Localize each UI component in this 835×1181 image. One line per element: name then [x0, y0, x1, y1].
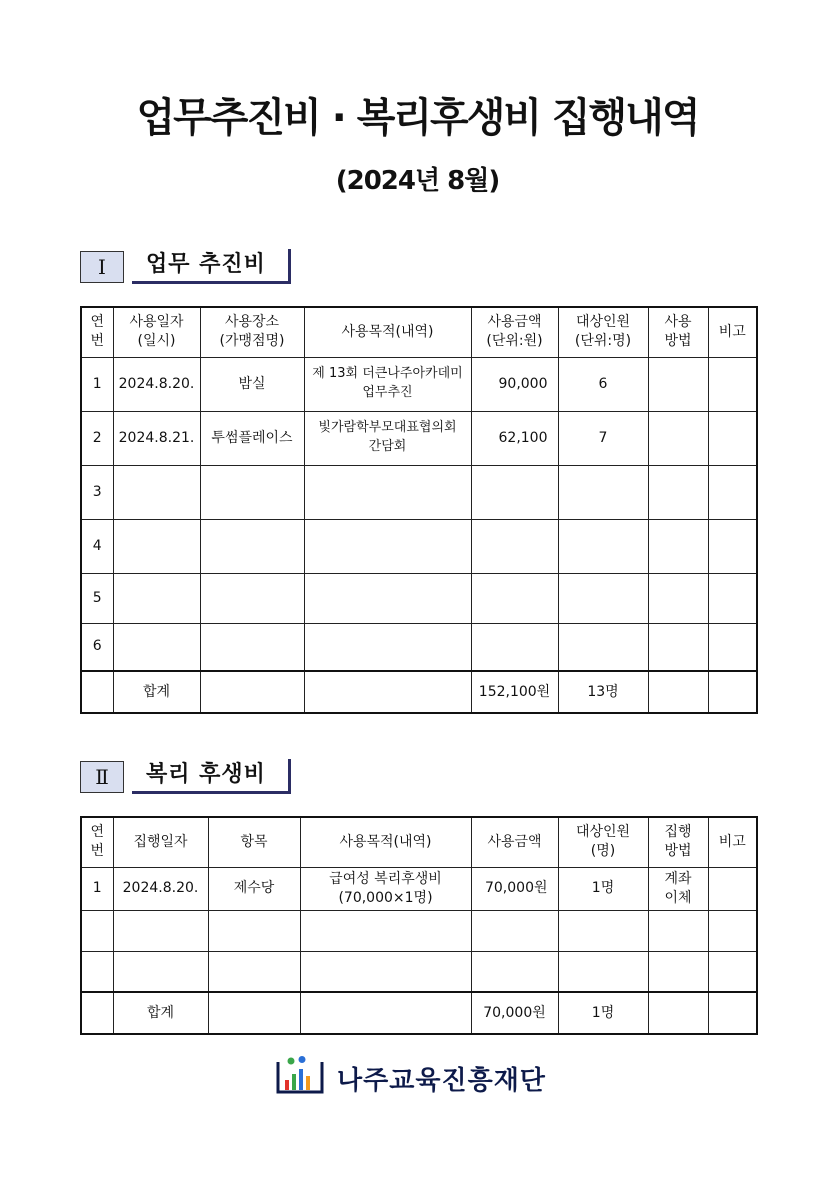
- cell-purpose: [304, 623, 471, 671]
- cell-method: [648, 623, 708, 671]
- table-header-row: [81, 817, 757, 867]
- cell-people: 6: [558, 357, 648, 411]
- cell-date: 2024.8.21.: [113, 411, 200, 465]
- cell-note: [708, 357, 757, 411]
- header-no: 연 번: [81, 817, 113, 867]
- cell-note: [708, 910, 757, 951]
- table-row: [81, 910, 757, 951]
- cell-no: [81, 951, 113, 992]
- header-note: 비고: [708, 817, 757, 867]
- cell-date: [113, 623, 200, 671]
- section-2-number: Ⅱ: [80, 761, 124, 793]
- cell-method: [648, 357, 708, 411]
- cell-method: [648, 573, 708, 623]
- cell-people: 1명: [558, 867, 648, 910]
- total-amount: 152,100원: [471, 671, 558, 713]
- header-people: 대상인원 (단위:명): [558, 307, 648, 357]
- header-amount: 사용금액: [471, 817, 558, 867]
- cell-note: [708, 465, 757, 519]
- cell-purpose: 제 13회 더큰나주아카데미 업무추진: [304, 357, 471, 411]
- table-row: [81, 623, 757, 671]
- cell-item: [208, 992, 300, 1034]
- cell-no: 1: [81, 357, 113, 411]
- cell-no: 1: [81, 867, 113, 910]
- header-method: 집행 방법: [648, 817, 708, 867]
- cell-people: 7: [558, 411, 648, 465]
- header-amount: 사용금액 (단위:원): [471, 307, 558, 357]
- cell-no: [81, 992, 113, 1034]
- cell-place: [200, 573, 304, 623]
- cell-item: [208, 910, 300, 951]
- cell-method: [648, 465, 708, 519]
- business-expense-table: [80, 306, 758, 714]
- cell-date: 2024.8.20.: [113, 867, 208, 910]
- foundation-name: 나주교육진흥재단: [337, 1066, 546, 1096]
- cell-note: [708, 951, 757, 992]
- cell-amount: [471, 951, 558, 992]
- page-subtitle: (2024년 8월): [335, 166, 500, 196]
- cell-method: [648, 910, 708, 951]
- cell-note: [708, 867, 757, 910]
- table-row: [81, 357, 757, 411]
- cell-amount: 90,000: [471, 357, 558, 411]
- section-2-title: 복리 후생비: [132, 759, 291, 794]
- cell-place: [200, 671, 304, 713]
- cell-item: 제수당: [208, 867, 300, 910]
- cell-amount: [471, 519, 558, 573]
- cell-people: [558, 519, 648, 573]
- header-item: 항목: [208, 817, 300, 867]
- foundation-logo: [275, 1056, 546, 1096]
- cell-place: 투썸플레이스: [200, 411, 304, 465]
- cell-method: [648, 411, 708, 465]
- table-row: [81, 411, 757, 465]
- table-row: [81, 951, 757, 992]
- cell-method: [648, 951, 708, 992]
- cell-people: [558, 951, 648, 992]
- header-date: 사용일자 (일시): [113, 307, 200, 357]
- header-method: 사용 방법: [648, 307, 708, 357]
- header-date: 집행일자: [113, 817, 208, 867]
- cell-no: [81, 671, 113, 713]
- cell-purpose: [300, 992, 471, 1034]
- cell-purpose: 빛가람학부모대표협의회 간담회: [304, 411, 471, 465]
- cell-amount: [471, 465, 558, 519]
- cell-people: [558, 623, 648, 671]
- bar-chart-people-icon: [275, 1056, 325, 1096]
- cell-method: [648, 519, 708, 573]
- cell-note: [708, 623, 757, 671]
- cell-date: [113, 951, 208, 992]
- cell-method: [648, 671, 708, 713]
- cell-people: [558, 910, 648, 951]
- cell-no: 3: [81, 465, 113, 519]
- table-row: [81, 573, 757, 623]
- cell-amount: [471, 573, 558, 623]
- table-row: [81, 465, 757, 519]
- cell-no: 4: [81, 519, 113, 573]
- table-row: [81, 519, 757, 573]
- total-label: 합계: [113, 671, 200, 713]
- cell-people: [558, 573, 648, 623]
- cell-date: 2024.8.20.: [113, 357, 200, 411]
- cell-amount: 70,000원: [471, 867, 558, 910]
- cell-note: [708, 411, 757, 465]
- total-label: 합계: [113, 992, 208, 1034]
- cell-no: [81, 910, 113, 951]
- cell-purpose: [300, 910, 471, 951]
- total-people: 13명: [558, 671, 648, 713]
- total-amount: 70,000원: [471, 992, 558, 1034]
- cell-date: [113, 573, 200, 623]
- cell-purpose: [300, 951, 471, 992]
- cell-date: [113, 465, 200, 519]
- cell-amount: [471, 623, 558, 671]
- cell-place: [200, 623, 304, 671]
- cell-note: [708, 573, 757, 623]
- cell-method: 계좌 이체: [648, 867, 708, 910]
- cell-no: 2: [81, 411, 113, 465]
- cell-place: [200, 465, 304, 519]
- cell-place: 밤실: [200, 357, 304, 411]
- header-note: 비고: [708, 307, 757, 357]
- cell-note: [708, 671, 757, 713]
- cell-purpose: [304, 573, 471, 623]
- header-people: 대상인원 (명): [558, 817, 648, 867]
- cell-amount: 62,100: [471, 411, 558, 465]
- total-row: [81, 671, 757, 713]
- cell-purpose: 급여성 복리후생비 (70,000×1명): [300, 867, 471, 910]
- cell-item: [208, 951, 300, 992]
- cell-no: 6: [81, 623, 113, 671]
- header-place: 사용장소 (가맹점명): [200, 307, 304, 357]
- cell-note: [708, 519, 757, 573]
- table-header-row: [81, 307, 757, 357]
- cell-method: [648, 992, 708, 1034]
- cell-no: 5: [81, 573, 113, 623]
- header-purpose: 사용목적(내역): [300, 817, 471, 867]
- cell-date: [113, 519, 200, 573]
- cell-date: [113, 910, 208, 951]
- cell-people: [558, 465, 648, 519]
- table-row: [81, 867, 757, 910]
- header-purpose: 사용목적(내역): [304, 307, 471, 357]
- page-title: 업무추진비 · 복리후생비 집행내역: [136, 95, 699, 141]
- section-1-number: Ⅰ: [80, 251, 124, 283]
- welfare-expense-table: [80, 816, 758, 1035]
- cell-purpose: [304, 519, 471, 573]
- cell-purpose: [304, 465, 471, 519]
- cell-amount: [471, 910, 558, 951]
- section-1-title: 업무 추진비: [132, 249, 291, 284]
- cell-note: [708, 992, 757, 1034]
- cell-purpose: [304, 671, 471, 713]
- cell-place: [200, 519, 304, 573]
- header-no: 연 번: [81, 307, 113, 357]
- total-people: 1명: [558, 992, 648, 1034]
- total-row: [81, 992, 757, 1034]
